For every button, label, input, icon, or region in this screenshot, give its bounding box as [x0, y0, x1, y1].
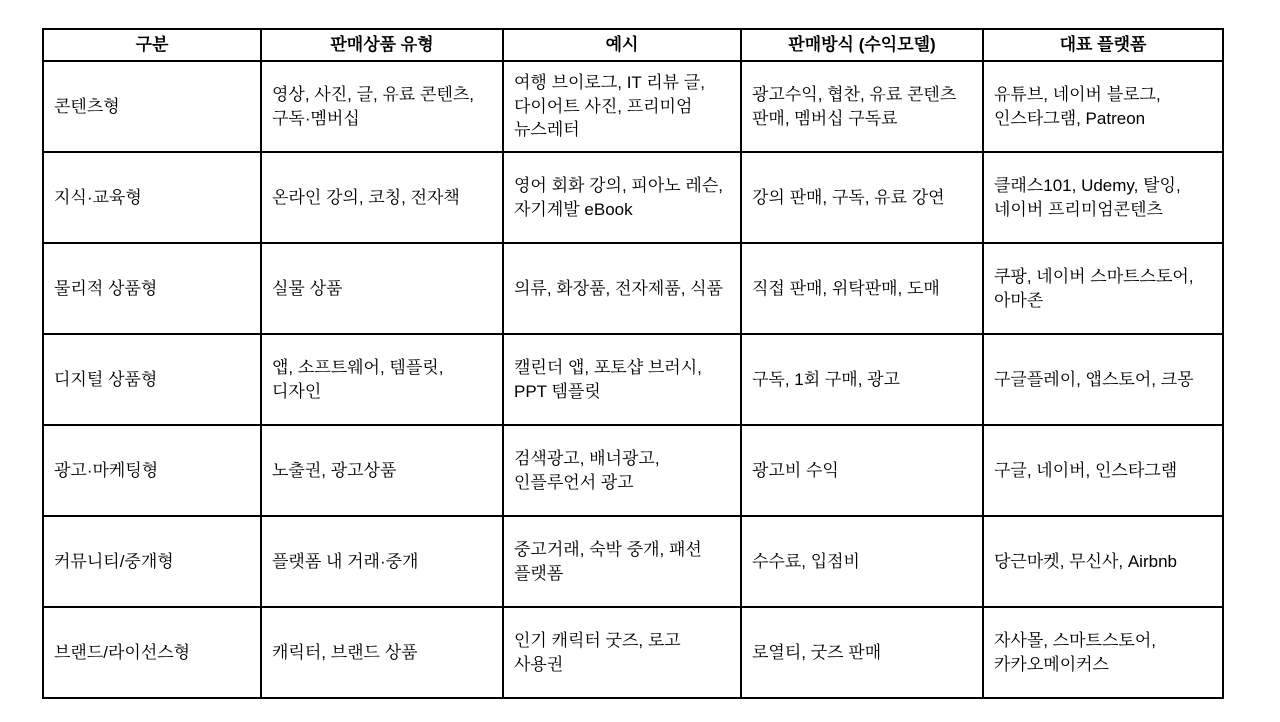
cell-revenue-model: 로열티, 굿즈 판매 — [741, 607, 983, 698]
table-row — [43, 243, 1223, 334]
header-category: 구분 — [43, 29, 261, 61]
cell-category: 커뮤니티/중개형 — [43, 516, 261, 607]
cell-revenue-model: 구독, 1회 구매, 광고 — [741, 334, 983, 425]
cell-revenue-model: 광고수익, 협찬, 유료 콘텐츠 판매, 멤버십 구독료 — [741, 61, 983, 152]
cell-category: 브랜드/라이선스형 — [43, 607, 261, 698]
cell-category: 지식·교육형 — [43, 152, 261, 243]
table-row — [43, 61, 1223, 152]
header-revenue-model: 판매방식 (수익모델) — [741, 29, 983, 61]
table-row — [43, 152, 1223, 243]
cell-product-type: 캐릭터, 브랜드 상품 — [261, 607, 503, 698]
table-row — [43, 607, 1223, 698]
table-row — [43, 516, 1223, 607]
header-product-type: 판매상품 유형 — [261, 29, 503, 61]
table-header-row — [43, 29, 1223, 61]
cell-examples: 영어 회화 강의, 피아노 레슨, 자기계발 eBook — [503, 152, 741, 243]
cell-revenue-model: 수수료, 입점비 — [741, 516, 983, 607]
cell-product-type: 영상, 사진, 글, 유료 콘텐츠, 구독·멤버십 — [261, 61, 503, 152]
cell-product-type: 플랫폼 내 거래·중개 — [261, 516, 503, 607]
cell-platforms: 구글플레이, 앱스토어, 크몽 — [983, 334, 1223, 425]
cell-product-type: 실물 상품 — [261, 243, 503, 334]
cell-category: 디지털 상품형 — [43, 334, 261, 425]
cell-platforms: 유튜브, 네이버 블로그, 인스타그램, Patreon — [983, 61, 1223, 152]
cell-platforms: 클래스101, Udemy, 탈잉, 네이버 프리미엄콘텐츠 — [983, 152, 1223, 243]
cell-revenue-model: 광고비 수익 — [741, 425, 983, 516]
table-row — [43, 334, 1223, 425]
cell-category: 광고·마케팅형 — [43, 425, 261, 516]
cell-platforms: 쿠팡, 네이버 스마트스토어, 아마존 — [983, 243, 1223, 334]
cell-platforms: 자사몰, 스마트스토어, 카카오메이커스 — [983, 607, 1223, 698]
header-platforms: 대표 플랫폼 — [983, 29, 1223, 61]
cell-revenue-model: 직접 판매, 위탁판매, 도매 — [741, 243, 983, 334]
cell-product-type: 노출권, 광고상품 — [261, 425, 503, 516]
cell-product-type: 온라인 강의, 코칭, 전자책 — [261, 152, 503, 243]
cell-examples: 검색광고, 배너광고, 인플루언서 광고 — [503, 425, 741, 516]
cell-examples: 인기 캐릭터 굿즈, 로고 사용권 — [503, 607, 741, 698]
cell-examples: 여행 브이로그, IT 리뷰 글, 다이어트 사진, 프리미엄 뉴스레터 — [503, 61, 741, 152]
cell-category: 콘텐츠형 — [43, 61, 261, 152]
cell-category: 물리적 상품형 — [43, 243, 261, 334]
cell-examples: 캘린더 앱, 포토샵 브러시, PPT 템플릿 — [503, 334, 741, 425]
cell-examples: 중고거래, 숙박 중개, 패션 플랫폼 — [503, 516, 741, 607]
table-row — [43, 425, 1223, 516]
cell-product-type: 앱, 소프트웨어, 템플릿, 디자인 — [261, 334, 503, 425]
header-examples: 예시 — [503, 29, 741, 61]
cell-revenue-model: 강의 판매, 구독, 유료 강연 — [741, 152, 983, 243]
cell-platforms: 구글, 네이버, 인스타그램 — [983, 425, 1223, 516]
cell-platforms: 당근마켓, 무신사, Airbnb — [983, 516, 1223, 607]
business-model-table — [42, 28, 1224, 699]
cell-examples: 의류, 화장품, 전자제품, 식품 — [503, 243, 741, 334]
